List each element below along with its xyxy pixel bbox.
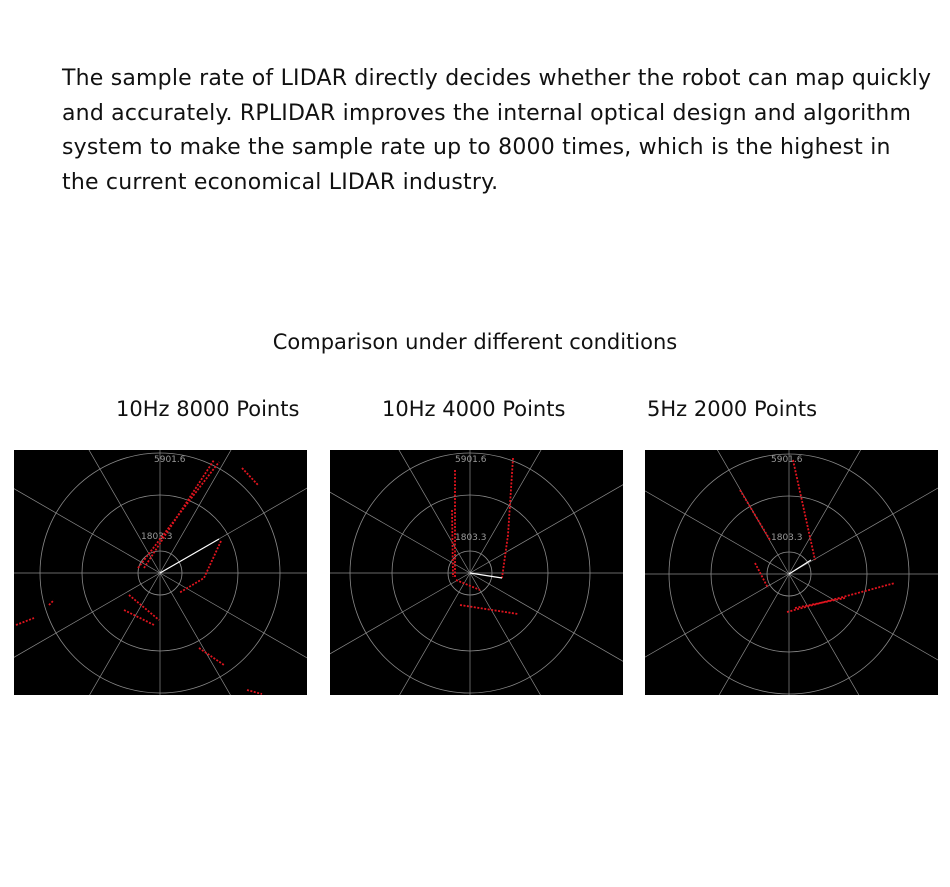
lidar-scan-10hz-8000 (14, 450, 307, 695)
grid-spoke (645, 574, 789, 684)
outer-ring-label: 5901.6 (455, 455, 487, 465)
grid-spoke (360, 450, 470, 573)
grid-spoke (360, 573, 470, 695)
inner-ring-label: 1803.3 (141, 532, 173, 542)
intro-paragraph: The sample rate of LIDAR directly decides whether the robot can map quickly and accurately. RPLIDAR improves the internal optical design and algorithm system to make the sample rate up to 8000 times, which is the highest in the current economical LIDAR industry. (62, 66, 932, 195)
grid-spoke (789, 450, 899, 574)
outer-ring-label: 5901.6 (154, 455, 186, 465)
scan-segment (124, 610, 154, 625)
grid-spoke (645, 464, 789, 574)
lidar-scan-10hz-4000 (330, 450, 623, 695)
heading-line (789, 560, 811, 574)
scan-segment (740, 490, 770, 540)
scan-segment (49, 600, 54, 605)
lidar-scan-plot (14, 450, 307, 695)
scan-segment (456, 580, 480, 590)
grid-spoke (50, 450, 160, 573)
grid-spoke (789, 464, 938, 574)
panel-label-5hz-2000: 5Hz 2000 Points (647, 397, 818, 421)
grid-spoke (160, 463, 307, 573)
grid-spoke (14, 463, 160, 573)
scan-segment (755, 563, 768, 588)
inner-ring-label: 1803.3 (455, 533, 487, 543)
comparison-title: Comparison under different conditions (272, 330, 678, 354)
grid-spoke (160, 573, 270, 695)
grid-spoke (679, 574, 789, 695)
lidar-scan-plot (330, 450, 623, 695)
grid-spoke (14, 573, 160, 683)
polar-grid (330, 450, 623, 695)
scan-segment (502, 458, 513, 578)
grid-spoke (789, 574, 899, 695)
panel-label-10hz-8000: 10Hz 8000 Points (116, 397, 300, 421)
scan-segment (179, 541, 221, 593)
scan-segment (144, 460, 214, 568)
grid-spoke (160, 573, 307, 683)
grid-spoke (470, 450, 580, 573)
scan-points (16, 460, 262, 694)
scan-segment (787, 583, 895, 612)
grid-spoke (679, 450, 789, 574)
heading-line (160, 539, 219, 573)
scan-segment (16, 618, 34, 625)
scan-segment (247, 690, 262, 694)
scan-segment (795, 598, 845, 608)
outer-ring-label: 5901.6 (771, 455, 803, 465)
lidar-scan-5hz-2000 (645, 450, 938, 695)
grid-spoke (789, 574, 938, 684)
grid-spoke (50, 573, 160, 695)
inner-ring-label: 1803.3 (771, 533, 803, 543)
scan-segment (793, 460, 815, 560)
lidar-scan-plot (645, 450, 938, 695)
scan-segment (242, 468, 258, 485)
grid-spoke (470, 573, 580, 695)
panel-label-10hz-4000: 10Hz 4000 Points (382, 397, 566, 421)
scan-segment (129, 595, 159, 620)
